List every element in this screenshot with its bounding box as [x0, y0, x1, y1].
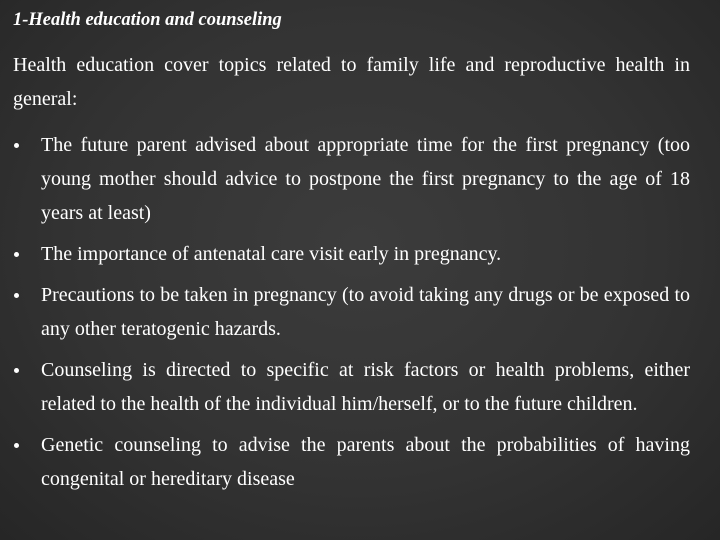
- bullet-list: [13, 128, 690, 496]
- list-item: [13, 428, 690, 496]
- list-item-text: Precautions to be taken in pregnancy (to avoid taking any drugs or be exposed to any other teratogenic hazards.: [41, 284, 690, 340]
- intro-paragraph: Health education cover topics related to family life and reproductive health in general:: [13, 54, 690, 110]
- list-item-text: Counseling is directed to specific at risk factors or health problems, either related to the health of the individual him/herself, or to the future children.: [41, 359, 690, 415]
- bullet-dot-icon: [14, 368, 19, 373]
- bullet-dot-icon: [14, 293, 19, 298]
- bullet-dot-icon: [14, 443, 19, 448]
- list-item: [13, 353, 690, 421]
- list-item-text: The importance of antenatal care visit early in pregnancy.: [41, 243, 502, 265]
- list-item: [13, 237, 690, 271]
- list-item-text: Genetic counseling to advise the parents about the probabilities of having congenital or hereditary disease: [41, 434, 690, 490]
- list-item: [13, 278, 690, 346]
- slide-title: 1-Health education and counseling: [13, 10, 282, 30]
- list-item-text: The future parent advised about appropriate time for the first pregnancy (too young mother should advice to postpone the first pregnancy to the age of 18 years at least): [41, 134, 690, 224]
- list-item: [13, 128, 690, 230]
- slide-content: [13, 6, 690, 503]
- bullet-dot-icon: [14, 143, 19, 148]
- bullet-dot-icon: [14, 252, 19, 257]
